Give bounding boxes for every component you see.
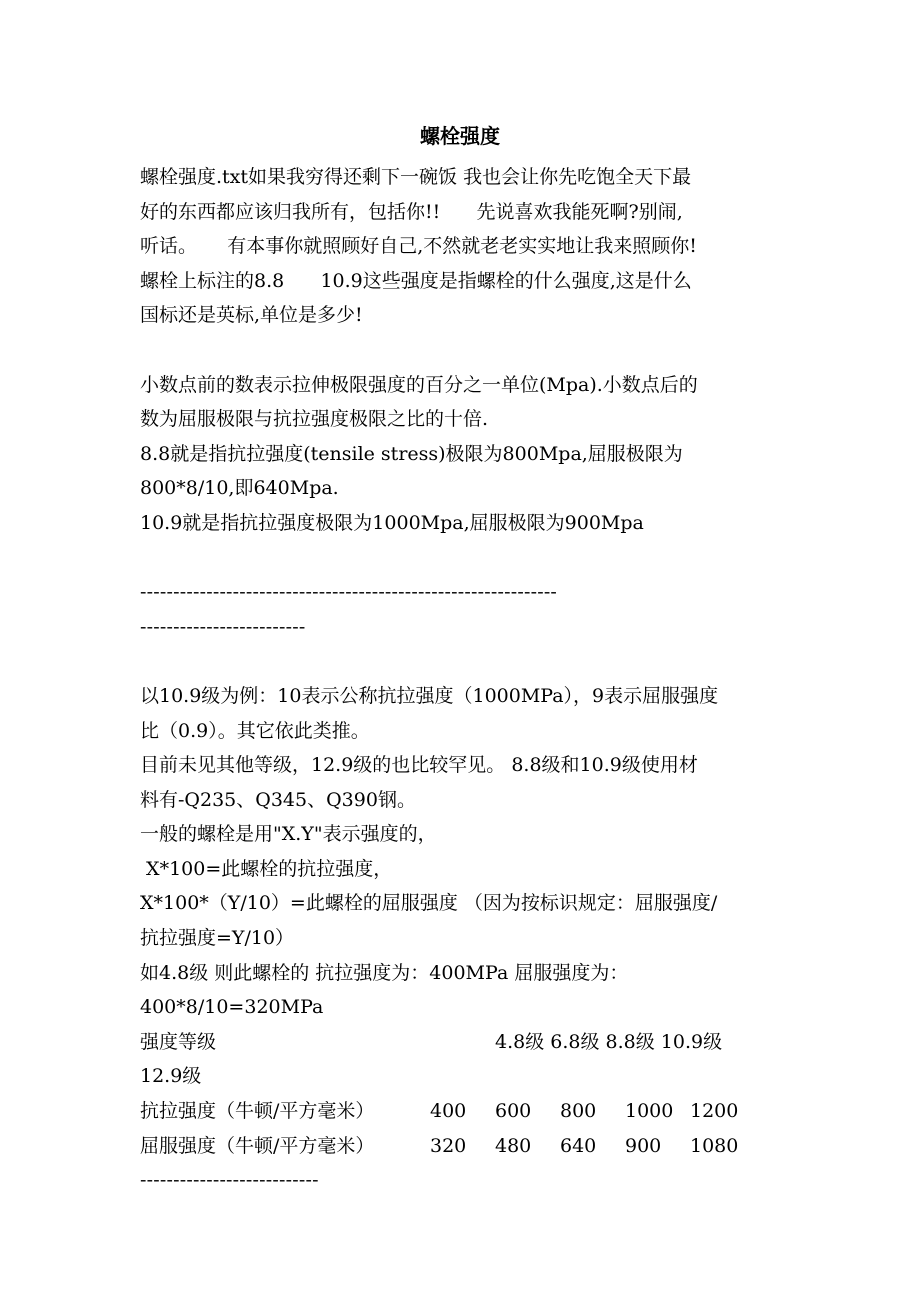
grade-header-row-continued (140, 1059, 790, 1094)
grade-header-row (140, 1025, 790, 1060)
table-cell: 320 (430, 1134, 467, 1157)
text-line: 数为屈服极限与抗拉强度极限之比的十倍. (140, 408, 489, 431)
text-line: 400*8/10=320MPa (140, 996, 324, 1019)
table-cell: 400 (430, 1100, 467, 1123)
text-line: 听话。 有本事你就照顾好自己,不然就老老实实地让我来照顾你! (140, 235, 697, 258)
separator-block (140, 575, 790, 644)
example-paragraph (140, 679, 790, 1025)
table-cell: 480 (495, 1134, 532, 1157)
text-line: 800*8/10,即640Mpa. (140, 477, 339, 500)
table-cell: 1200 (690, 1100, 739, 1123)
text-line: 10.9就是指抗拉强度极限为1000Mpa,屈服极限为900Mpa (140, 511, 644, 534)
text-line: 抗拉强度=Y/10） (140, 927, 295, 950)
document-title: 螺栓强度 (420, 124, 500, 148)
text-line: 国标还是英标,单位是多少! (140, 304, 363, 327)
text-line: 小数点前的数表示拉伸极限强度的百分之一单位(Mpa).小数点后的 (140, 373, 698, 396)
text-line: 以10.9级为例：10表示公称抗拉强度（1000MPa），9表示屈服强度 (140, 684, 719, 707)
blank-line (140, 644, 790, 679)
table-cell: 900 (625, 1134, 662, 1157)
text-line: 如4.8级 则此螺栓的 抗拉强度为：400MPa 屈服强度为： (140, 961, 629, 984)
yield-strength-row (140, 1129, 790, 1164)
tensile-strength-row (140, 1094, 790, 1129)
text-line: X*100*（Y/10）=此螺栓的屈服强度 （因为按标识规定：屈服强度/ (140, 892, 718, 915)
blank-line (140, 333, 790, 368)
explanation-paragraph (140, 368, 790, 541)
text-line: 一般的螺栓是用"X.Y"表示强度的， (140, 823, 437, 846)
grade-table (140, 1025, 790, 1163)
text-line: 螺栓上标注的8.8 10.9这些强度是指螺栓的什么强度,这是什么 (140, 269, 692, 292)
text-line: 好的东西都应该归我所有，包括你!! 先说喜欢我能死啊?别闹, (140, 200, 683, 223)
intro-paragraph (140, 160, 790, 333)
blank-line (140, 541, 790, 576)
text-line: X*100=此螺栓的抗拉强度， (140, 857, 393, 880)
dashed-separator: ------------------------- (140, 615, 306, 638)
text-line: 比（0.9）。其它依此类推。 (140, 719, 370, 742)
table-cell: 1000 (625, 1100, 674, 1123)
table-cell: 640 (560, 1134, 597, 1157)
grade-header-label: 强度等级 (140, 1030, 217, 1053)
grade-header-values: 12.9级 (140, 1065, 202, 1088)
dashed-separator: --------------------------- (140, 1169, 319, 1192)
row-label: 抗拉强度（牛顿/平方毫米） (140, 1100, 375, 1123)
text-line: 目前未见其他等级，12.9级的也比较罕见。 8.8级和10.9级使用材 (140, 754, 698, 777)
grade-header-values: 4.8级 6.8级 8.8级 10.9级 (495, 1030, 723, 1053)
table-cell: 800 (560, 1100, 597, 1123)
text-line: 螺栓强度.txt如果我穷得还剩下一碗饭 我也会让你先吃饱全天下最 (140, 166, 692, 188)
document-body (140, 160, 790, 1198)
table-cell: 600 (495, 1100, 532, 1123)
text-line: 料有-Q235、Q345、Q390钢。 (140, 788, 416, 811)
text-line: 8.8就是指抗拉强度(tensile stress)极限为800Mpa,屈服极限为 (140, 442, 683, 465)
row-label: 屈服强度（牛顿/平方毫米） (140, 1134, 375, 1157)
dashed-separator: --------------------------------------------------------------- (140, 581, 558, 604)
table-cell: 1080 (690, 1134, 739, 1157)
